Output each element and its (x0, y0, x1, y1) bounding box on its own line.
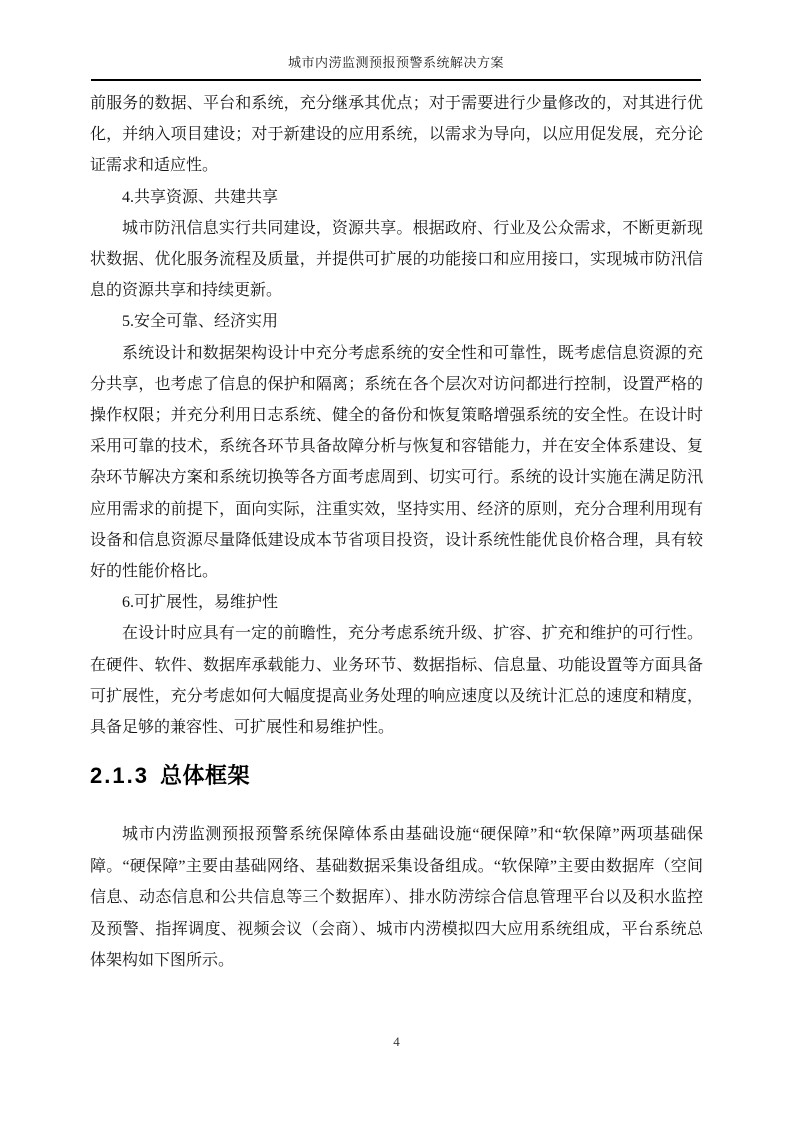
section-body (90, 819, 703, 977)
section-heading-number: 2.1.3 (90, 763, 149, 788)
page-number: 4 (393, 1034, 400, 1049)
numbered-item-5-title: 5.安全可靠、经济实用 (122, 313, 279, 331)
paragraph: 城市内涝监测预报预警系统保障体系由基础设施“硬保障”和“软保障”两项基础保障。“硬保障”主要由基础网络、基础数据采集设备组成。“软保障”主要由数据库（空间信息、动态信息和公共信息等三个数据库）、排水防涝综合信息管理平台以及积水监控及预警、指挥调度、视频会议（会商）、城市内涝模拟四大应用系统组成，平台系统总体架构如下图所示。 (90, 826, 703, 969)
paragraph: 系统设计和数据架构设计中充分考虑系统的安全性和可靠性，既考虑信息资源的充分共享，也考虑了信息的保护和隔离；系统在各个层次对访问都进行控制，设置严格的操作权限；并充分利用日志系统、健全的备份和恢复策略增强系统的安全性。在设计时采用可靠的技术，系统各环节具备故障分析与恢复和容错能力，并在安全体系建设、复杂环节解决方案和系统切换等各方面考虑周到、切实可行。系统的设计实施在满足防汛应用需求的前提下，面向实际，注重实效，坚持实用、经济的原则，充分合理利用现有设备和信息资源尽量降低建设成本节省项目投资，设计系统性能优良价格合理，具有较好的性能价格比。 (90, 344, 703, 581)
paragraph: 城市防汛信息实行共同建设，资源共享。根据政府、行业及公众需求，不断更新现状数据、优化服务流程及质量，并提供可扩展的功能接口和应用接口，实现城市防汛信息的资源共享和持续更新。 (90, 219, 703, 300)
page-header (91, 54, 701, 81)
section-heading (90, 762, 250, 790)
page-footer (0, 1034, 793, 1050)
body-content (90, 88, 703, 743)
paragraph-continuation: 前服务的数据、平台和系统，充分继承其优点；对于需要进行少量修改的，对其进行优化，并纳入项目建设；对于新建设的应用系统，以需求为导向，以应用促发展，充分论证需求和适应性。 (90, 95, 703, 175)
numbered-item-6-title: 6.可扩展性，易维护性 (122, 594, 279, 612)
section-heading-title: 总体框架 (159, 763, 250, 788)
paragraph: 在设计时应具有一定的前瞻性，充分考虑系统升级、扩容、扩充和维护的可行性。在硬件、软件、数据库承载能力、业务环节、数据指标、信息量、功能设置等方面具备可扩展性，充分考虑如何大幅度提高业务处理的响应速度以及统计汇总的速度和精度，具备足够的兼容性、可扩展性和易维护性。 (90, 625, 703, 737)
numbered-item-4-title: 4.共享资源、共建共享 (122, 188, 279, 206)
header-title: 城市内涝监测预报预警系统解决方案 (287, 55, 504, 70)
